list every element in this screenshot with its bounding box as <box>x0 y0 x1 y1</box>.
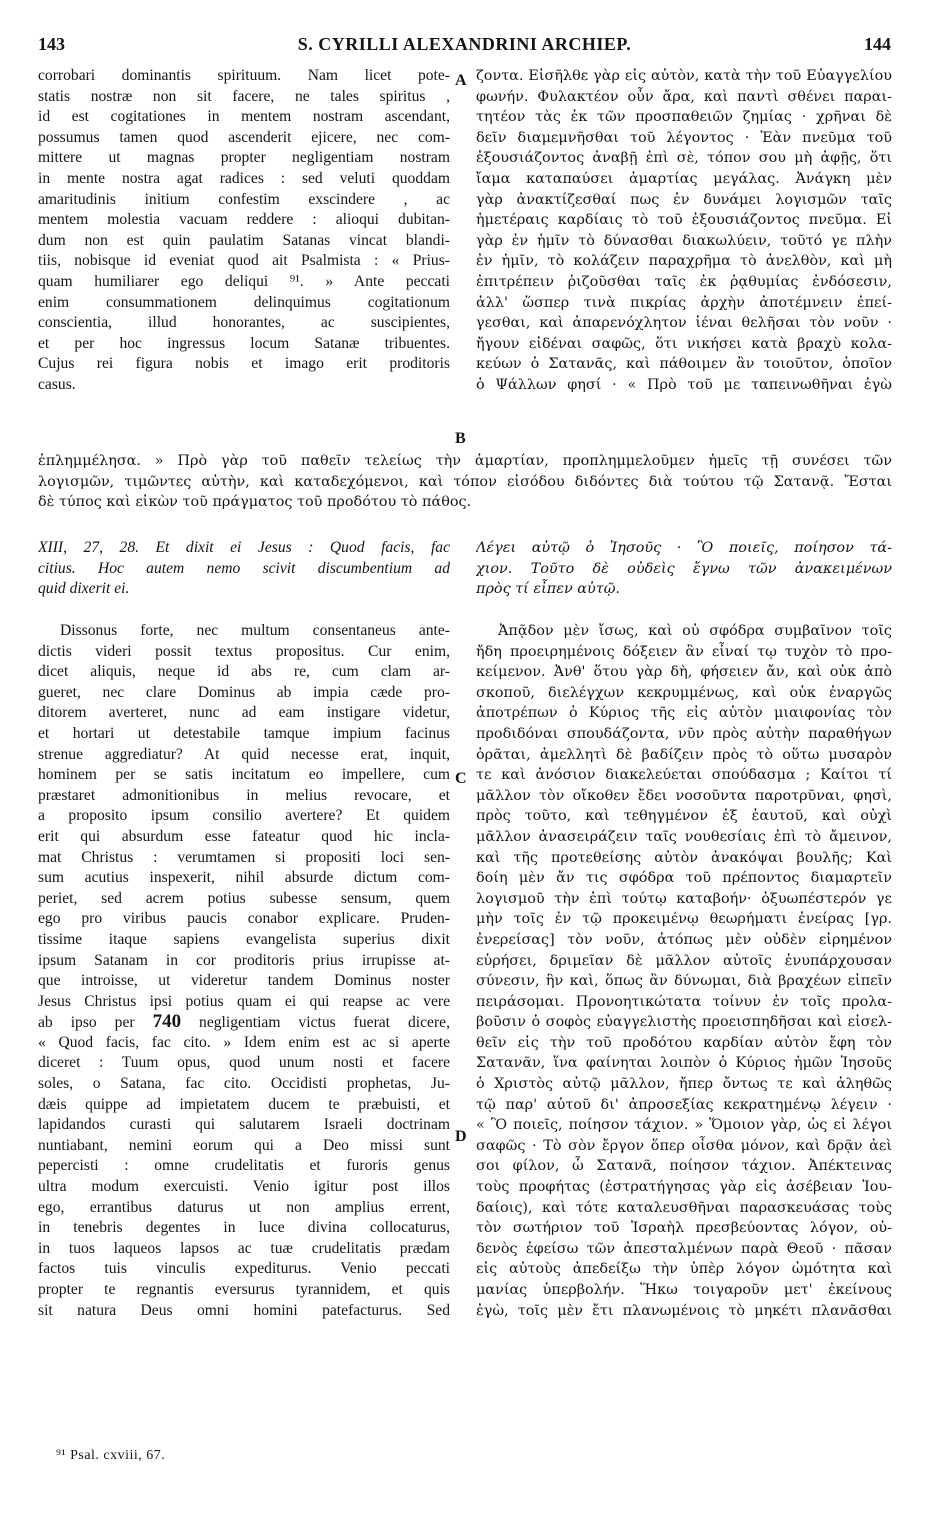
margin-marker-d: D <box>455 1128 467 1145</box>
text-line: ἐξουσιάζοντος ἀναβῇ ἐπὶ σὲ, τόπον σου μὴ ἀφῇς, ὅτι <box>476 150 892 167</box>
text-line: ὁρᾶται, ἀμελλητὶ δὲ βαδίζειν πρὸς τὸ οὕτω μυσαρὸν <box>476 746 892 763</box>
text-line: φωνήν. Φυλακτέον οὖν ἄρα, καὶ παντὶ σθένει παραι- <box>476 88 892 105</box>
latin-740-pre: ab ipso per <box>38 1014 153 1032</box>
text-line: ἡμετέραις καρδίαις τὸ τοῦ ἐξουσιάζοντος πνεῦμα. Εἰ <box>476 212 892 229</box>
text-line: ipsum Satanam in cor proditoris prius irrupisse at- <box>38 951 450 969</box>
text-line: erit qui absurdum esse fateatur quod hic incla- <box>38 827 450 845</box>
text-line: factos tuis vinculis expediturus. Venio peccati <box>38 1260 450 1278</box>
text-line: εἰς αὐτοὺς ἀπεδείξω τὴν ὑπὲρ λόγον ὠμότητα καὶ <box>476 1261 892 1278</box>
text-line: πρὸς τοῦτο, καὶ τεθηγμένον ἐξ ἑαυτοῦ, καὶ οὐχὶ <box>476 808 892 825</box>
text-line: casus. <box>38 375 76 393</box>
margin-marker-c: C <box>455 770 467 787</box>
text-line: γὰρ ἀνακτίζεσθαί πως ἐν δυνάμει λογισμῶν ταῖς <box>476 191 892 208</box>
text-line: quid dixerit ei. <box>38 580 130 598</box>
text-line: ἀλλ' ὥσπερ τινὰ πικρίας ἀρχὴν ἀποτέμνειν ἐπεί- <box>476 294 892 311</box>
text-line: in tuos laqueos lapsos ac tuæ crudelitatis prædam <box>38 1239 450 1257</box>
text-line: conscientia, illud honorantes, ac suscipientes, <box>38 314 450 332</box>
text-line: μανίας ὑπερβολήν. Ἥκω τοιγαροῦν μετ' ἐκείνους <box>476 1282 892 1298</box>
footnote: ⁹¹ Psal. cxviii, 67. <box>56 1448 166 1463</box>
text-line: sit natura Deus omni homini patefacturus. Sed <box>38 1301 450 1319</box>
text-line: τῷ παρ' αὐτοῦ δι' ἀπροσεξίας κεκρατημένῳ λέγειν · <box>476 1096 892 1113</box>
text-line: Cujus rei figura nobis et imago erit proditoris <box>38 355 450 373</box>
text-line: præstaret admonitionibus in melius revocare, et <box>38 786 450 804</box>
text-line: quam humiliarer ego deliqui ⁹¹. » Ante peccati <box>38 272 450 290</box>
text-line: dicet aliquis, neque id abs re, cum clam ar- <box>38 663 450 681</box>
text-line: βοῦσιν ὁ σοφὸς εὐαγγελιστὴς προεισπηδῆσαι καὶ εἰσελ- <box>476 1014 892 1031</box>
text-line: μᾶλλον τὸν οἴκοθεν ἔδει νοσοῦντα παροτρῦναι, φησὶ, <box>476 787 892 804</box>
text-line: σαφῶς · Τὸ σὸν ἔργον ὅπερ οἶσθα μόνον, καὶ δρᾷν ἀεὶ <box>476 1137 892 1154</box>
text-line: προδιδόναι σπουδάζοντα, νῦν πρὸς αὐτὴν παραθήγων <box>476 725 892 742</box>
latin-740-post: negligentiam victus fuerat dicere, <box>181 1014 450 1032</box>
margin-marker-b: B <box>455 430 466 447</box>
text-line: in tenebris degentes in luce divina collocaturus, <box>38 1219 450 1237</box>
text-line: λογισμοῦ τὴν ἐπὶ τούτῳ καταβοήν· ὀξυωπέστερόν γε <box>476 890 892 907</box>
text-line: Ἀπᾷδον μὲν ἴσως, καὶ οὐ σφόδρα συμβαῖνον τοῖς <box>498 623 892 639</box>
text-line: corrobari dominantis spirituum. Nam licet pote- <box>38 67 450 84</box>
text-line: ἐπιτρέπειν ῥιζοῦσθαι ταῖς ἐκ ῥᾳθυμίας ἐνδόσεσιν, <box>476 273 892 290</box>
text-line: sum acutius inspexerit, nihil absurde dictum com- <box>38 869 450 887</box>
text-line: ὁ Χριστὸς αὐτῷ μᾶλλον, ἤπερ ὄντως τε καὶ ἀληθῶς <box>476 1076 892 1093</box>
text-line: σκοποῦ, διελέγχων κεκρυμμένως, καὶ οὐκ ἐναργῶς <box>476 684 892 701</box>
text-line: ζοντα. Εἰσῆλθε γὰρ εἰς αὐτὸν, κατὰ τὴν τοῦ Εὐαγγελίου <box>476 68 892 84</box>
running-title: S. CYRILLI ALEXANDRINI ARCHIEP. <box>297 34 632 54</box>
running-header <box>38 34 891 56</box>
text-line: τε καὶ ἀνόσιον διακελεύεται σπούδασμα ; Καίτοι τί <box>476 767 892 784</box>
text-line: ὁ Ψάλλων φησί · « Πρὸ τοῦ με ταπεινωθῆναι ἐγὼ <box>476 376 892 393</box>
text-line: XIII, 27, 28. Et dixit ei Jesus : Quod facis, fac <box>38 539 450 556</box>
text-line: amaritudinis initium confestim exscindere , ac <box>38 190 450 208</box>
text-line: et per hoc ingressus locum Satanæ tribuentes. <box>38 334 450 352</box>
text-line: et hortari ut detestabile tamque impium facinus <box>38 724 450 742</box>
text-line: citius. Hoc autem nemo scivit discumbentium ad <box>38 559 450 577</box>
text-line: καὶ τῆς προτεθείσης αὐτὸν ἀνακόψαι βουλῆς; Καὶ <box>476 849 892 866</box>
text-line: δαίοις), καὶ τότε καταλευσθῆναι παρασκευάσας τοὺς <box>476 1199 892 1216</box>
text-line: que introisse, ut videretur tandem Dominus noster <box>38 972 450 990</box>
text-line: εὑρήσει, δριμεῖαν δὲ μᾶλλον αὐτοῖς ἐνυπάρχουσαν <box>476 952 892 969</box>
column-number-740: 740 <box>152 1012 182 1033</box>
text-line: Dissonus forte, nec multum consentaneus ante- <box>60 622 450 639</box>
text-line: σοι φίλον, ὦ Σατανᾶ, ποίησον τάχιον. Ἀπέκτεινας <box>476 1158 892 1175</box>
text-line: ditorem averteret, nunc ad eam instigare videtur, <box>38 704 450 722</box>
text-line: tissime itaque sapiens evangelista superius dixit <box>38 930 450 948</box>
text-line: hominem per se satis incitatum eo impellere, cum <box>38 766 450 784</box>
text-line: tiis, nobisque id eveniat quod ait Psalmista : « Prius- <box>38 252 450 270</box>
margin-marker-a: A <box>455 72 467 89</box>
greek-column-top <box>476 66 892 396</box>
text-line: dæis quippe ad impietatem ducem te præbuisti, et <box>38 1095 450 1113</box>
latin-column-top <box>38 66 450 396</box>
greek-commentary <box>476 621 892 1321</box>
text-line: ἐνερείσας] τὸν νοῦν, ἀτόπως μὲν οὐδὲν εἰρημένον <box>476 931 892 948</box>
text-line: θεῖν εἰς τὴν τοῦ προδότου καρδίαν αὐτὸν ἔφη τὸν <box>476 1034 892 1051</box>
text-line: δὲ τύπος καὶ εἰκὼν τοῦ πράγματος τοῦ προδότου τὸ πάθος. <box>38 494 472 511</box>
text-line: χιον. Τοῦτο δὲ οὐδεὶς ἔγνω τῶν ἀνακειμένων <box>476 560 892 577</box>
text-line: strenue aggrediatur? At quid necesse erat, inquit, <box>38 745 450 763</box>
latin-commentary-part-b <box>38 1033 450 1321</box>
greek-full-width-paragraph <box>38 451 892 513</box>
text-line: ego pro viribus paucis conabor explicare. Pruden- <box>38 910 450 928</box>
text-line: periet, sed acrem potius subesse sensum, quem <box>38 889 450 907</box>
latin-commentary <box>38 621 450 1321</box>
text-line: pepercisti : omne crudelitatis et furoris genus <box>38 1157 450 1175</box>
text-line: mentem molestia vacuam reddere : alioqui dubitan- <box>38 211 450 229</box>
text-line: id est cogitationes in mentem nostram ascendant, <box>38 108 450 126</box>
text-line: δοίη μὲν ἄν τις σφόδρα τοῦ πρέποντος διαμαρτεῖν <box>476 870 892 887</box>
text-line: ultra modum exercuisti. Venio igitur post illos <box>38 1178 450 1196</box>
text-line: τητέον τὰς ἐκ τῶν προσπαθειῶν ζημίας · χρῆναι δὲ <box>476 109 892 126</box>
text-line: a proposito ipsum consilio avertere? Et quidem <box>38 807 450 825</box>
latin-line-740 <box>38 1012 450 1033</box>
text-line: τοὺς προφήτας (ἐστρατήγησας γὰρ εἰς ἀσέβειαν Ἰου- <box>476 1179 892 1196</box>
text-line: γεσθαι, καὶ ἀπαρενόχλητον ἱέναι θελῆσαι τὸν νοῦν · <box>476 315 892 332</box>
text-line: κεύων ὁ Σατανᾶς, καὶ πάθοιμεν ἂν τοιοῦτον, ὁποῖον <box>476 356 892 373</box>
text-line: dum non est quin paulatim Satanas vincat blandi- <box>38 231 450 249</box>
text-line: Λέγει αὐτῷ ὁ Ἰησοῦς · Ὃ ποιεῖς, ποίησον τά- <box>476 540 892 556</box>
text-line: Σατανᾶν, ἵνα φαίνηται λοιπὸν ὁ Κύριος ἡμῶν Ἰησοῦς <box>476 1055 892 1072</box>
text-line: μᾶλλον ἀνασειράζειν ταῖς νουθεσίαις ἐπὶ τὸ ἄμεινον, <box>476 828 892 845</box>
text-line: lapidandos curasti qui salutarem Israeli doctrinam <box>38 1116 450 1134</box>
text-line: « Ὃ ποιεῖς, ποίησον τάχιον. » Ὅμοιον γὰρ, ὡς εἰ λέγοι <box>476 1117 892 1134</box>
text-line: mittere ut magnas propter negligentiam nostram <box>38 149 450 167</box>
text-line: ἤγουν εἰδέναι σαφῶς, ὅτι νικήσει κατὰ βραχὺ κολα- <box>476 335 892 352</box>
latin-commentary-part-a <box>38 621 450 1012</box>
text-line: in mente nostra agat radices : sed veluti quoddam <box>38 169 450 187</box>
text-line: ἐπλημμέλησα. » Πρὸ γὰρ τοῦ παθεῖν τελείως τὴν ἁμαρτίαν, προπλημμελοῦμεν ἡμεῖς τῇ συνέσει τῶν <box>38 453 892 469</box>
text-line: κείμενον. Ἀνθ' ὅτου γὰρ δὴ, φήσειεν ἄν, καὶ οὐκ ἀπὸ <box>476 664 892 681</box>
text-line: πρὸς τί εἶπεν αὐτῷ. <box>476 581 620 598</box>
text-line: λογισμῶν, τιμῶντες αὐτὴν, καὶ καταδεχόμενοι, καὶ τόπον εἰσόδου διδόντες διὰ τούτου τῷ Σατανᾷ. Ἔσται <box>38 473 892 490</box>
text-line: γὰρ ἐν ἡμῖν τὸ δύνασθαι διακωλύειν, τοῦτό γε πλὴν <box>476 232 892 249</box>
text-line: ἀποτρέπων ὁ Κύριος τῆς εἰς αὐτὸν μιαιφονίας τὸν <box>476 705 892 722</box>
page-number-left: 143 <box>38 34 65 54</box>
text-line: Jesus Christus ipsi potius quam ei qui reapse ac vere <box>38 992 450 1010</box>
text-line: diceret : Tuum opus, quod unum nosti et facere <box>38 1054 450 1072</box>
text-line: ἤδη προειρημένοις δόξειεν ἂν εἶναί τῳ τυχὸν τὸ προ- <box>476 643 892 660</box>
text-line: σύνεσιν, ἣν καὶ, ὅπως ἂν δύνωμαι, διὰ βραχέων εἰπεῖν <box>476 973 892 990</box>
text-line: ἐν ἡμῖν, τὸ κολάζειν παραχρῆμα τὸ ἀνελθὸν, καὶ μὴ <box>476 253 892 270</box>
latin-lemma <box>38 538 450 600</box>
text-line: dictis videri possit textus propositus. Cur enim, <box>38 642 450 660</box>
page-number-right: 144 <box>864 34 891 54</box>
text-line: ego, errantibus daturus ut non amplius errent, <box>38 1198 450 1216</box>
greek-lemma <box>476 538 892 600</box>
text-line: statis nostræ non sit facere, ne tales spiritus , <box>38 87 450 105</box>
text-line: possumus tamen quod ascenderit ejicere, nec com- <box>38 128 450 146</box>
text-line: τὸν σωτήριον τοῦ Ἰσραὴλ πρεσβεύοντας λόγον, οὐ- <box>476 1220 892 1237</box>
text-line: πειράσομαι. Προνοητικώτατα τοίνυν ἐν τοῖς προλα- <box>476 993 892 1010</box>
text-line: ἐγὼ, τοῖς μὲν ἔτι πλανωμένοις τὸ μηκέτι πλανᾶσθαι <box>476 1302 892 1319</box>
text-line: enim consummationem delinquimus cogitationum <box>38 293 450 311</box>
text-line: « Quod facis, fac cito. » Idem enim est ac si aperte <box>38 1033 450 1051</box>
text-line: ἴαμα καταπαύσει ἁμαρτίας μεγάλας. Ἀνάγκη μὲν <box>476 170 892 187</box>
text-line: nuntiabant, nemini eorum qui a Deo missi sunt <box>38 1136 450 1154</box>
text-line: mat Christus : verumtamen si propositi loci sen- <box>38 848 450 866</box>
text-line: δενὸς ἐφείσω τῶν ἀπεσταλμένων παρὰ Θεοῦ · πᾶσαν <box>476 1240 892 1257</box>
text-line: μὴν τοῖς ἐν τῷ προκειμένῳ θεωρήματι ἐνείρας [γρ. <box>476 911 892 928</box>
text-line: soles, o Satana, fac cito. Occidisti prophetas, Ju- <box>38 1075 450 1093</box>
text-line: propter te regnantis eversurus tyrannidem, et quis <box>38 1281 450 1298</box>
text-line: gueret, nec clare Dominus ab impia cæde pro- <box>38 683 450 701</box>
text-line: δεῖν διαμεμνῆσθαι τοῦ λέγοντος · Ἐὰν πνεῦμα τοῦ <box>476 129 892 146</box>
